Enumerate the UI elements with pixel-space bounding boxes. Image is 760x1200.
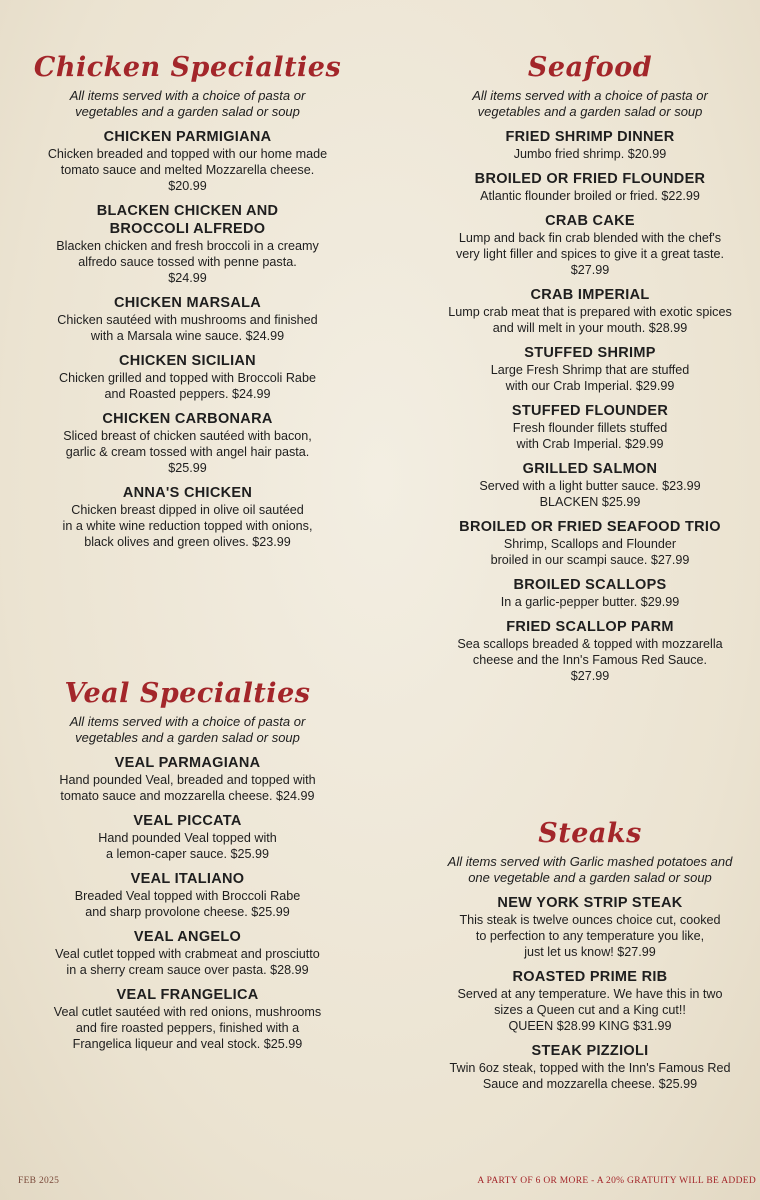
menu-item [425,1042,755,1092]
menu-item-description-line: Sliced breast of chicken sautéed with bacon, [63,429,312,443]
menu-item-description-line: Lump crab meat that is prepared with exotic spices [448,305,732,319]
menu-item-name [425,170,755,188]
menu-item-description [425,536,755,568]
section-note-line: one vegetable and a garden salad or soup [468,870,712,885]
menu-item-description-line: Lump and back fin crab blended with the chef's [458,231,722,245]
menu-item-description-line: $24.99 [168,271,207,285]
menu-item-description-line: QUEEN $28.99 KING $31.99 [508,1019,672,1033]
menu-item [425,212,755,278]
menu-item-description-line: sizes a Queen cut and a King cut!! [494,1003,686,1017]
menu-item-name [425,212,755,230]
menu-item-name-line: CHICKEN PARMIGIANA [103,129,272,145]
menu-item-description-line: broiled in our scampi sauce. $27.99 [490,553,690,567]
menu-item-description-line: $27.99 [570,669,610,683]
menu-item-name [20,928,355,946]
menu-item-name-line: VEAL FRANGELICA [116,987,259,1003]
menu-item-name [425,128,755,146]
menu-item-description-line: tomato sauce and mozzarella cheese. $24.99 [60,789,315,803]
menu-item [425,128,755,162]
menu-item-name [425,576,755,594]
menu-item [20,410,355,476]
menu-item-name-line: CRAB IMPERIAL [530,287,650,303]
menu-item-description-line: in a white wine reduction topped with onions, [62,519,313,533]
menu-item-description [425,188,755,204]
menu-item-description-line: Jumbo fried shrimp. $20.99 [513,147,667,161]
menu-item-name [425,1042,755,1060]
menu-item [425,576,755,610]
menu-item-description-line: Blacken chicken and fresh broccoli in a creamy [56,239,319,253]
menu-item-name [20,754,355,772]
menu-item-name-line: CHICKEN MARSALA [113,295,262,311]
menu-item-name-line: FRIED SHRIMP DINNER [505,129,675,145]
menu-item [20,870,355,920]
section-note-line: All items served with a choice of pasta or [69,714,306,729]
menu-item-description-line: with our Crab Imperial. $29.99 [505,379,675,393]
menu-item-name [20,986,355,1004]
menu-item-name [20,202,355,238]
menu-item-description-line: very light filler and spices to give it a great taste. [455,247,725,261]
menu-item [20,928,355,978]
menu-item-description-line: and will melt in your mouth. $28.99 [492,321,688,335]
menu-item-description-line: just let us know! $27.99 [524,945,656,959]
menu-item-description-line: Chicken breaded and topped with our home made [47,147,328,161]
menu-item [20,294,355,344]
menu-item-description-line: Chicken breast dipped in olive oil sautéed [71,503,304,517]
menu-item-name-line: STUFFED FLOUNDER [511,403,669,419]
menu-item-description-line: $20.99 [168,179,207,193]
menu-item-description-line: with Crab Imperial. $29.99 [516,437,664,451]
menu-item-name [20,352,355,370]
menu-item [425,460,755,510]
menu-item-description-line: a lemon-caper sauce. $25.99 [105,847,270,861]
menu-item-name [20,870,355,888]
menu-item-description-line: and sharp provolone cheese. $25.99 [85,905,290,919]
menu-item-description [425,912,755,960]
menu-item-description-line: Sauce and mozzarella cheese. $25.99 [482,1077,698,1091]
menu-item [425,894,755,960]
section-note-line: vegetables and a garden salad or soup [477,104,703,119]
section-note-line: vegetables and a garden salad or soup [75,104,300,119]
menu-item [425,170,755,204]
menu-item-description-line: in a sherry cream sauce over pasta. $28.99 [66,963,309,977]
menu-item-description-line: cheese and the Inn's Famous Red Sauce. [472,653,708,667]
menu-item-description [425,362,755,394]
menu-item-description-line: tomato sauce and melted Mozzarella cheese. [60,163,315,177]
menu-item-description-line: Veal cutlet topped with crabmeat and prosciutto [55,947,320,961]
menu-item [425,402,755,452]
menu-item-name [425,286,755,304]
menu-item [20,986,355,1052]
section-title: Steaks [538,818,642,849]
section-note [20,714,355,746]
menu-item-name [425,460,755,478]
section-note-line: All items served with a choice of pasta or [472,88,708,103]
section-chicken-specialties [20,52,355,550]
menu-item-description-line: Served at any temperature. We have this in two [457,987,723,1001]
menu-item-name-line: BROILED SCALLOPS [513,577,667,593]
menu-item [20,754,355,804]
menu-item-description [20,146,355,194]
menu-item-description [425,1060,755,1092]
menu-item-description-line: Chicken grilled and topped with Broccoli Rabe [59,371,316,385]
menu-item-name [20,294,355,312]
section-note [425,88,755,120]
menu-item-description-line: alfredo sauce tossed with penne pasta. [78,255,297,269]
menu-item-description [20,238,355,286]
menu-item-description-line: Twin 6oz steak, topped with the Inn's Famous Red [449,1061,731,1075]
menu-item-name-line: VEAL PICCATA [133,813,242,829]
menu-item-name-line: VEAL ITALIANO [130,871,245,887]
menu-item [425,618,755,684]
footer-gratuity-note: A PARTY OF 6 OR MORE - A 20% GRATUITY WILL BE ADDED [477,1176,756,1186]
menu-item-name-line: CRAB CAKE [545,213,635,229]
menu-item [425,286,755,336]
menu-item-description-line: garlic & cream tossed with angel hair pasta. [65,445,310,459]
menu-item-description-line: $25.99 [168,461,207,475]
section-note-line: All items served with a choice of pasta or [69,88,306,103]
menu-item-description [20,1004,355,1052]
section-note [20,88,355,120]
menu-item-name-line: STUFFED SHRIMP [524,345,656,361]
menu-item-name-line: FRIED SCALLOP PARM [506,619,674,635]
menu-item-description-line: and Roasted peppers. $24.99 [104,387,271,401]
menu-item-description-line: Fresh flounder fillets stuffed [512,421,668,435]
menu-item [20,202,355,286]
menu-item-description [425,230,755,278]
section-note-line: All items served with Garlic mashed potatoes and [447,854,733,869]
menu-item-description-line: Chicken sautéed with mushrooms and finished [57,313,318,327]
menu-item-name-line: GRILLED SALMON [522,461,658,477]
menu-item-name [20,410,355,428]
menu-item-name [425,402,755,420]
menu-item-description-line: $27.99 [570,263,610,277]
menu-item-description [20,888,355,920]
menu-item-description-line: Shrimp, Scallops and Flounder [503,537,677,551]
menu-item-name-line: BROILED OR FRIED SEAFOOD TRIO [459,519,721,535]
menu-item-name [425,518,755,536]
section-title: Chicken Specialties [33,52,342,83]
menu-item-name-line: ANNA'S CHICKEN [122,485,253,501]
menu-item-name [20,484,355,502]
menu-item-description-line: Large Fresh Shrimp that are stuffed [490,363,690,377]
menu-item-name [425,968,755,986]
menu-item-name [20,128,355,146]
menu-item-name-line: NEW YORK STRIP STEAK [497,895,683,911]
menu-item-description-line: black olives and green olives. $23.99 [84,535,291,549]
menu-item-name-line: BROILED OR FRIED FLOUNDER [474,171,706,187]
menu-item-name [425,894,755,912]
menu-item [20,812,355,862]
menu-item-name-line: STEAK PIZZIOLI [531,1043,649,1059]
menu-item-description-line: and fire roasted peppers, finished with a [75,1021,300,1035]
menu-item-description [20,772,355,804]
section-title: Veal Specialties [64,678,311,709]
menu-item-name-line: CHICKEN SICILIAN [119,353,256,369]
menu-item-description-line: Sea scallops breaded & topped with mozzarella [457,637,723,651]
menu-item [425,968,755,1034]
menu-item-description [20,830,355,862]
menu-item-description [20,428,355,476]
menu-item-description-line: to perfection to any temperature you like, [475,929,705,943]
menu-item [20,128,355,194]
menu-item [20,352,355,402]
menu-item-description [425,594,755,610]
menu-item [425,518,755,568]
menu-item-description [20,946,355,978]
menu-item [20,484,355,550]
section-seafood [425,52,755,684]
menu-item-description-line: BLACKEN $25.99 [539,495,641,509]
menu-item-name-line: VEAL PARMAGIANA [114,755,261,771]
menu-item-description [425,146,755,162]
menu-item-description-line: Veal cutlet sautéed with red onions, mushrooms [53,1005,322,1019]
menu-item-description [425,636,755,684]
menu-item-name-line: BLACKEN CHICKEN AND [96,203,279,219]
menu-item-description [425,304,755,336]
menu-item-description-line: This steak is twelve ounces choice cut, cooked [459,913,721,927]
menu-item-description-line: Hand pounded Veal, breaded and topped with [59,773,316,787]
menu-item [425,344,755,394]
section-note-line: vegetables and a garden salad or soup [75,730,300,745]
menu-item-description [20,312,355,344]
menu-item-description-line: Breaded Veal topped with Broccoli Rabe [74,889,301,903]
menu-item-description [425,986,755,1034]
menu-item-name-line: VEAL ANGELO [133,929,242,945]
menu-item-description [425,478,755,510]
menu-item-description-line: In a garlic-pepper butter. $29.99 [500,595,680,609]
menu-item-description-line: Frangelica liqueur and veal stock. $25.99 [72,1037,303,1051]
menu-item-name [425,618,755,636]
menu-item-name [425,344,755,362]
footer-date: FEB 2025 [18,1176,60,1186]
section-title: Seafood [527,52,653,83]
menu-item-name-line: CHICKEN CARBONARA [102,411,273,427]
menu-item-name [20,812,355,830]
menu-item-description-line: Hand pounded Veal topped with [98,831,277,845]
section-steaks [425,818,755,1092]
section-veal-specialties [20,678,355,1052]
section-note [425,854,755,886]
menu-item-name-line: BROCCOLI ALFREDO [109,221,266,237]
menu-item-description [20,502,355,550]
menu-item-name-line: ROASTED PRIME RIB [512,969,668,985]
menu-item-description [425,420,755,452]
menu-item-description-line: with a Marsala wine sauce. $24.99 [90,329,285,343]
menu-item-description-line: Served with a light butter sauce. $23.99 [479,479,701,493]
menu-item-description [20,370,355,402]
menu-item-description-line: Atlantic flounder broiled or fried. $22.99 [480,189,700,203]
